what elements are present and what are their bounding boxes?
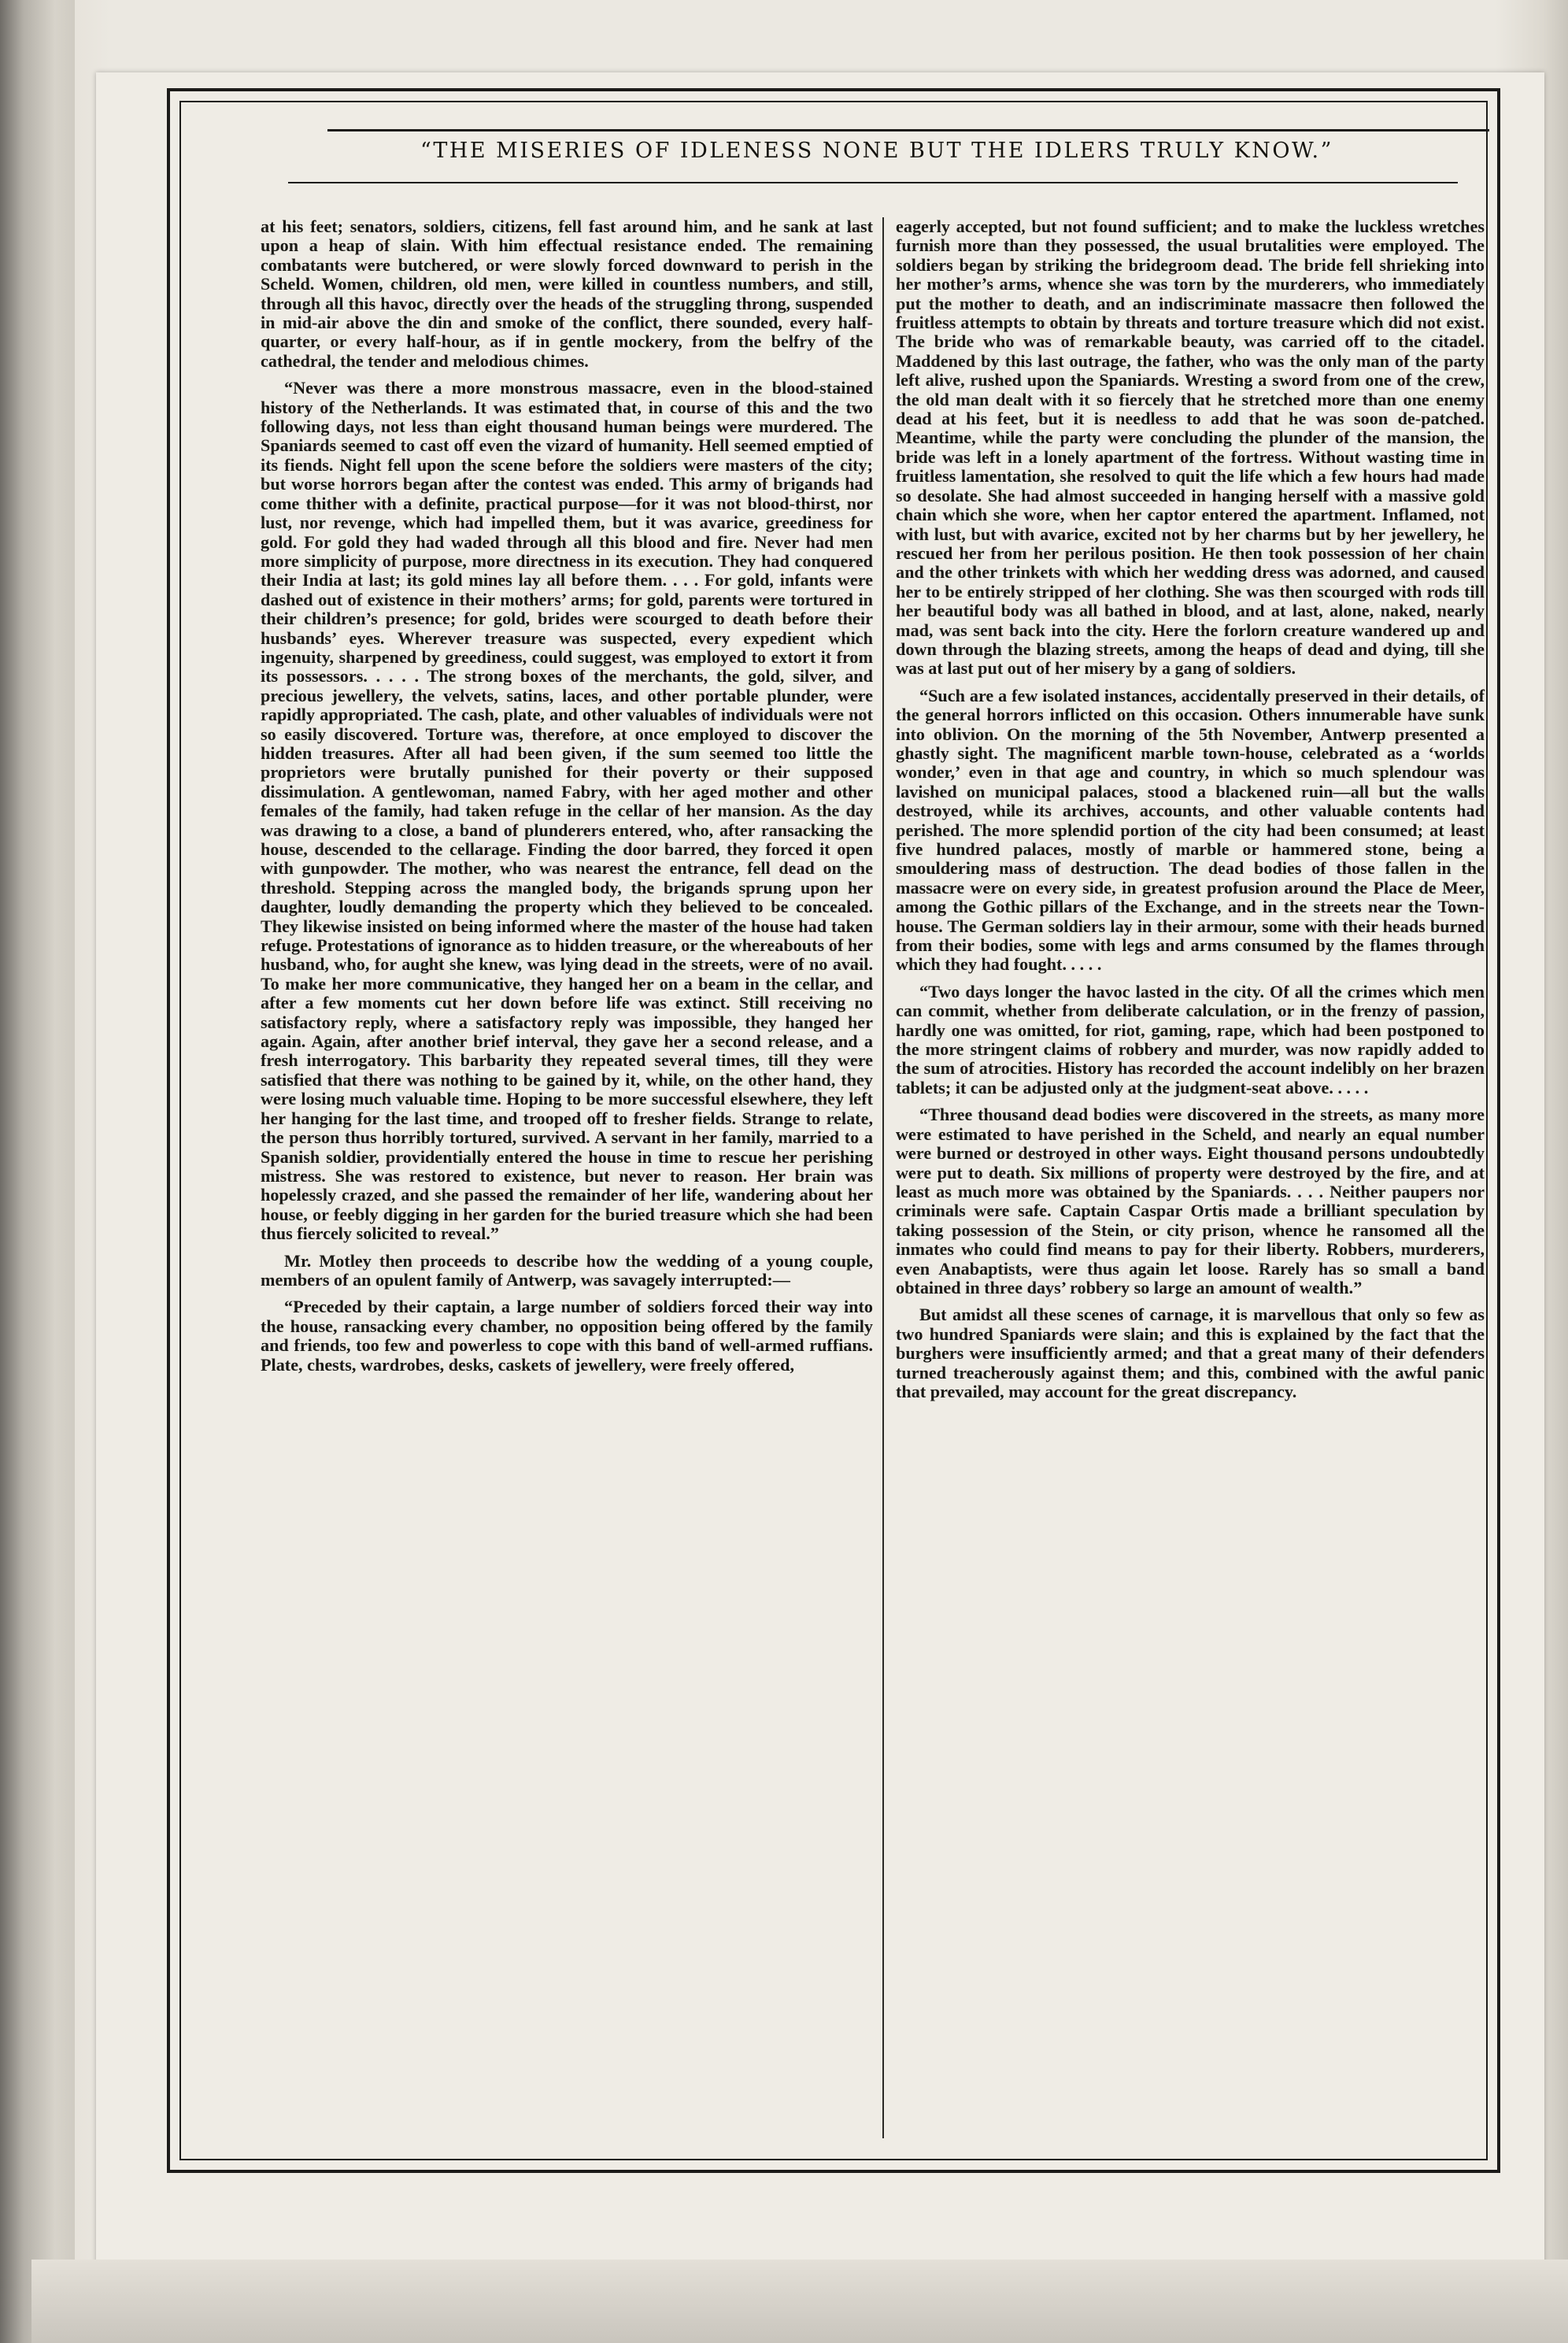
paragraph: Mr. Motley then proceeds to describe how the wedding of a young couple, members of an opulent family of Antwerp, was savagely interrupted:— bbox=[261, 1250, 873, 1290]
paragraph: “Three thousand dead bodies were discovered in the streets, as many more were estimated to have perished in the Scheld, and nearly an equal number were burned or destroyed in other ways. Eight thousand persons undoubtedly were put to death. Six millions of property were destroyed by the fire, and at least as much more was obtained by the Spaniards. . . . Neither paupers nor criminals were safe. Captain Caspar Ortis made a brilliant speculation by taking possession of the Stein, or city prison, whence he ransomed all the inmates who could find means to pay for their liberty. Robbers, murderers, even Anabaptists, were thus again let loose. Rarely has so small a band obtained in three days’ robbery so large an amount of wealth.” bbox=[896, 1105, 1485, 1297]
page-border bbox=[167, 88, 1500, 2173]
right-column bbox=[896, 217, 1485, 1409]
torn-bottom-edge bbox=[31, 2260, 1568, 2343]
paragraph: at his feet; senators, soldiers, citizens, fell fast around him, and he sank at last upon a heap of slain. With him effectual resistance ended. The remaining combatants were butchered, or were slowly forced downward to perish in the Scheld. Women, children, old men, were killed in countless numbers, and still, through all this havoc, directly over the heads of the struggling throng, suspended in mid-air above the din and smoke of the conflict, there sounded, every half-quarter, or every half-hour, as if in gentle mockery, from the belfry of the cathedral, the tender and melodious chimes. bbox=[261, 217, 873, 371]
binding-edge bbox=[0, 0, 75, 2343]
paragraph: But amidst all these scenes of carnage, it is marvellous that only so few as two hundred Spaniards were slain; and this is explained by the fact that the burghers were insufficiently armed; and that a great many of their defenders turned treacherously against them; and this, combined with the awful panic that prevailed, may account for the great discrepancy. bbox=[896, 1305, 1485, 1401]
paragraph: “Such are a few isolated instances, accidentally preserved in their details, of the general horrors inflicted on this occasion. Others innumerable have sunk into oblivion. On the morning of the 5th November, Antwerp presented a ghastly sight. The magnificent marble town-house, celebrated as a ‘worlds wonder,’ even in that age and country, in which so much splendour was lavished on municipal palaces, stood a blackened ruin—all but the walls destroyed, while its archives, accounts, and other valuable contents had perished. The more splendid portion of the city had been consumed; at least five hundred palaces, mostly of marble or hammered stone, being a smouldering mass of destruction. The dead bodies of those fallen in the massacre were on every side, in greatest profusion around the Place de Meer, among the Gothic pillars of the Exchange, and in the streets near the Town-house. The German soldiers lay in their armour, some with their heads burned from their bodies, some with legs and arms consumed by the flames through which they had fought. . . . . bbox=[896, 685, 1485, 975]
paragraph: “Two days longer the havoc lasted in the city. Of all the crimes which men can commit, whether from deliberate calculation, or in the frenzy of passion, hardly one was omitted, for riot, gaming, rape, which had been postponed to the more stringent claims of robbery and murder, was now rapidly added to the sum of atrocities. History has recorded the account indelibly on her brazen tablets; it can be adjusted only at the judgment-seat above. . . . . bbox=[896, 981, 1485, 1097]
paragraph: eagerly accepted, but not found sufficient; and to make the luckless wretches furnish more than they possessed, the usual brutalities were employed. The soldiers began by striking the bridegroom dead. The bride fell shrieking into her mother’s arms, whence she was torn by the murderers, who immediately put the mother to death, and an indiscriminate massacre then followed the fruitless attempts to obtain by threats and torture treasure which did not exist. The bride who was of remarkable beauty, was carried off to the citadel. Maddened by this last outrage, the father, who was the only man of the party left alive, rushed upon the Spaniards. Wresting a sword from one of the crew, the old man dealt with it so fiercely that he stretched more than one enemy dead at his feet, but it is needless to add that he was soon de-patched. Meantime, while the party were concluding the plunder of the mansion, the bride was left in a lonely apartment of the fortress. Without wasting time in fruitless lamentation, she resolved to quit the life which a few hours had made so desolate. She had almost succeeded in hanging herself with a massive gold chain which she wore, when her captor entered the apartment. Inflamed, not with lust, but with avarice, excited not by her charms but by her jewellery, he rescued her from her perilous position. He then took possession of her chain and the other trinkets with which her wedding dress was adorned, and caused her to be entirely stripped of her clothing. She was then scourged with rods till her beautiful body was all bathed in blood, and at last, alone, naked, nearly mad, was sent back into the city. Here the forlorn creature wandered up and down through the blazing streets, among the heaps of dead and dying, till she was at last put out of her misery by a gang of soldiers. bbox=[896, 217, 1485, 679]
header-underline bbox=[288, 182, 1458, 183]
book-page bbox=[96, 72, 1544, 2269]
running-header: “THE MISERIES OF IDLENESS NONE BUT THE IDLERS TRULY KNOW.” bbox=[420, 139, 1333, 163]
header-rule bbox=[327, 129, 1489, 131]
paragraph: “Never was there a more monstrous massacre, even in the blood-stained history of the Netherlands. It was estimated that, in course of this and the two following days, not less than eight thousand human beings were murdered. The Spaniards seemed to cast off even the vizard of humanity. Hell seemed emptied of its fiends. Night fell upon the scene before the soldiers were masters of the city; but worse horrors began after the contest was ended. This army of brigands had come thither with a definite, practical purpose—for it was not blood-thirst, nor lust, nor revenge, which had impelled them, but it was avarice, greediness for gold. For gold they had waded through all this blood and fire. Never had men more simplicity of purpose, more directness in its execution. They had conquered their India at last; its gold mines lay all before them. . . . For gold, infants were dashed out of existence in their mothers’ arms; for gold, parents were tortured in their children’s presence; for gold, brides were scourged to death before their husbands’ eyes. Wherever treasure was suspected, every expedient which ingenuity, sharpened by greediness, could suggest, was employed to extort it from its possessors. . . . . The strong boxes of the merchants, the gold, silver, and precious jewellery, the velvets, satins, laces, and other portable plunder, were rapidly appropriated. The cash, plate, and other valuables of individuals were not so easily discovered. Torture was, therefore, at once employed to discover the hidden treasures. After all had been given, if the sum seemed too little the proprietors were brutally punished for their poverty or their supposed dissimulation. A gentlewoman, named Fabry, with her aged mother and other females of the family, had taken refuge in the cellar of her mansion. As the day was drawing to a close, a band of plunderers entered, who, after ransacking the house, descended to the cellarage. Finding the door barred, they forced it open with gunpowder. The mother, who was nearest the entrance, fell dead on the threshold. Stepping across the mangled body, the brigands sprung upon her daughter, loudly demanding the property which they believed to be concealed. They likewise insisted on being informed where the master of the house had taken refuge. Protestations of ignorance as to hidden treasure, or the whereabouts of her husband, who, for aught she knew, was lying dead in the streets, were of no avail. To make her more communicative, they hanged her on a beam in the cellar, and after a few moments cut her down before life was extinct. Still receiving no satisfactory reply, where a satisfactory reply was impossible, they hanged her again. Again, after another brief interval, they gave her a second release, and a fresh interrogatory. This barbarity they repeated several times, till they were satisfied that there was nothing to be gained by it, while, on the other hand, they were losing much valuable time. Hoping to be more successful elsewhere, they left her hanging for the last time, and trooped off to fresher fields. Strange to relate, the person thus horribly tortured, survived. A servant in her family, married to a Spanish soldier, providentially entered the house in time to rescue her perishing mistress. She was restored to existence, but never to reason. Her brain was hopelessly crazed, and she passed the remainder of her life, wandering about her house, or feebly digging in her garden for the buried treasure which she had been thus fiercely solicited to reveal.” bbox=[261, 378, 873, 1244]
paragraph: “Preceded by their captain, a large number of soldiers forced their way into the house, ransacking every chamber, no opposition being offered by the family and friends, too few and powerless to cope with this band of well-armed ruffians. Plate, chests, wardrobes, desks, caskets of jewellery, were freely offered, bbox=[261, 1297, 873, 1375]
column-divider bbox=[882, 217, 884, 2138]
left-column bbox=[261, 217, 873, 1382]
